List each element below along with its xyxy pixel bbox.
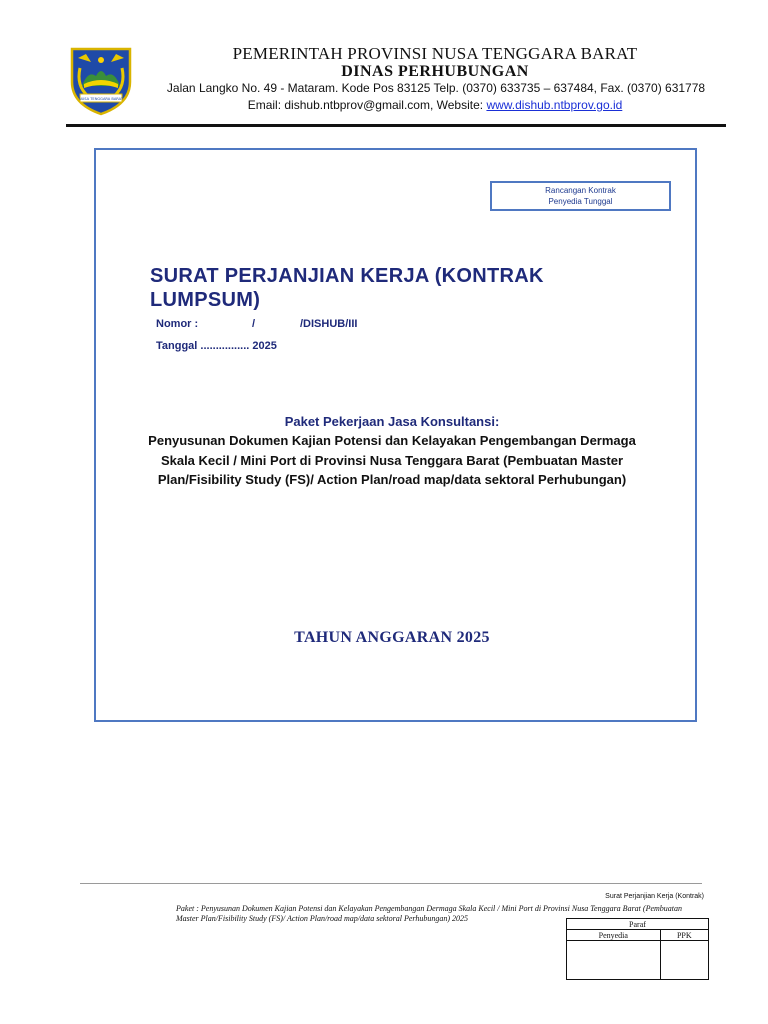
document-title: SURAT PERJANJIAN KERJA (KONTRAK LUMPSUM) <box>150 265 544 311</box>
fiscal-year: TAHUN ANGGARAN 2025 <box>294 629 490 646</box>
paraf-table <box>566 918 709 980</box>
website-link[interactable]: www.dishub.ntbprov.go.id <box>486 98 623 112</box>
tanggal-line: Tanggal ................ 2025 <box>156 340 277 352</box>
draft-line-1: Rancangan Kontrak <box>545 186 616 195</box>
nomor-label: Nomor : <box>156 318 199 330</box>
email-text: Email: dishub.ntbprov@gmail.com, Website: <box>247 98 487 112</box>
paraf-header: Paraf <box>567 919 709 930</box>
letterhead-agency: DINAS PERHUBUNGAN <box>341 63 529 80</box>
footer-document-label: Surat Perjanjian Kerja (Kontrak) <box>605 893 704 900</box>
draft-line-2: Penyedia Tunggal <box>548 197 613 206</box>
footer-divider <box>80 883 702 884</box>
letterhead-government: PEMERINTAH PROVINSI NUSA TENGGARA BARAT <box>232 44 638 63</box>
provincial-emblem-icon <box>66 46 136 116</box>
paraf-penyedia-label: Penyedia <box>567 930 661 941</box>
letterhead-divider <box>66 124 726 127</box>
svg-text:NUSA TENGGARA BARAT: NUSA TENGGARA BARAT <box>78 97 124 101</box>
nomor-code: /DISHUB/III <box>300 318 358 330</box>
paraf-penyedia-cell <box>567 941 661 980</box>
paraf-ppk-label: PPK <box>660 930 708 941</box>
nomor-separator: / <box>252 318 256 330</box>
paket-label: Paket Pekerjaan Jasa Konsultansi: <box>284 414 500 429</box>
letterhead-contact <box>150 98 720 112</box>
paket-title: Penyusunan Dokumen Kajian Potensi dan Kelayakan Pengembangan Dermaga Skala Kecil / Mini Port di Provinsi Nusa Tenggara Barat (Pembuatan Master Plan/Fisibility Study (FS)/ Action Plan/road map/data sektoral Perhubungan) <box>148 433 636 487</box>
draft-label-box <box>490 181 671 211</box>
paraf-ppk-cell <box>660 941 708 980</box>
letterhead-address: Jalan Langko No. 49 - Mataram. Kode Pos 83125 Telp. (0370) 633735 – 637484, Fax. (0370) 631778 <box>166 81 706 95</box>
footer-paket-text: Paket : Penyusunan Dokumen Kajian Potensi dan Kelayakan Pengembangan Dermaga Skala Kecil / Mini Port di Provinsi Nusa Tenggara Barat (Pembuatan Master Plan/Fisibility Study (FS)/ Action Plan/road map/data sektoral Perhubungan) 2025 <box>176 904 683 923</box>
